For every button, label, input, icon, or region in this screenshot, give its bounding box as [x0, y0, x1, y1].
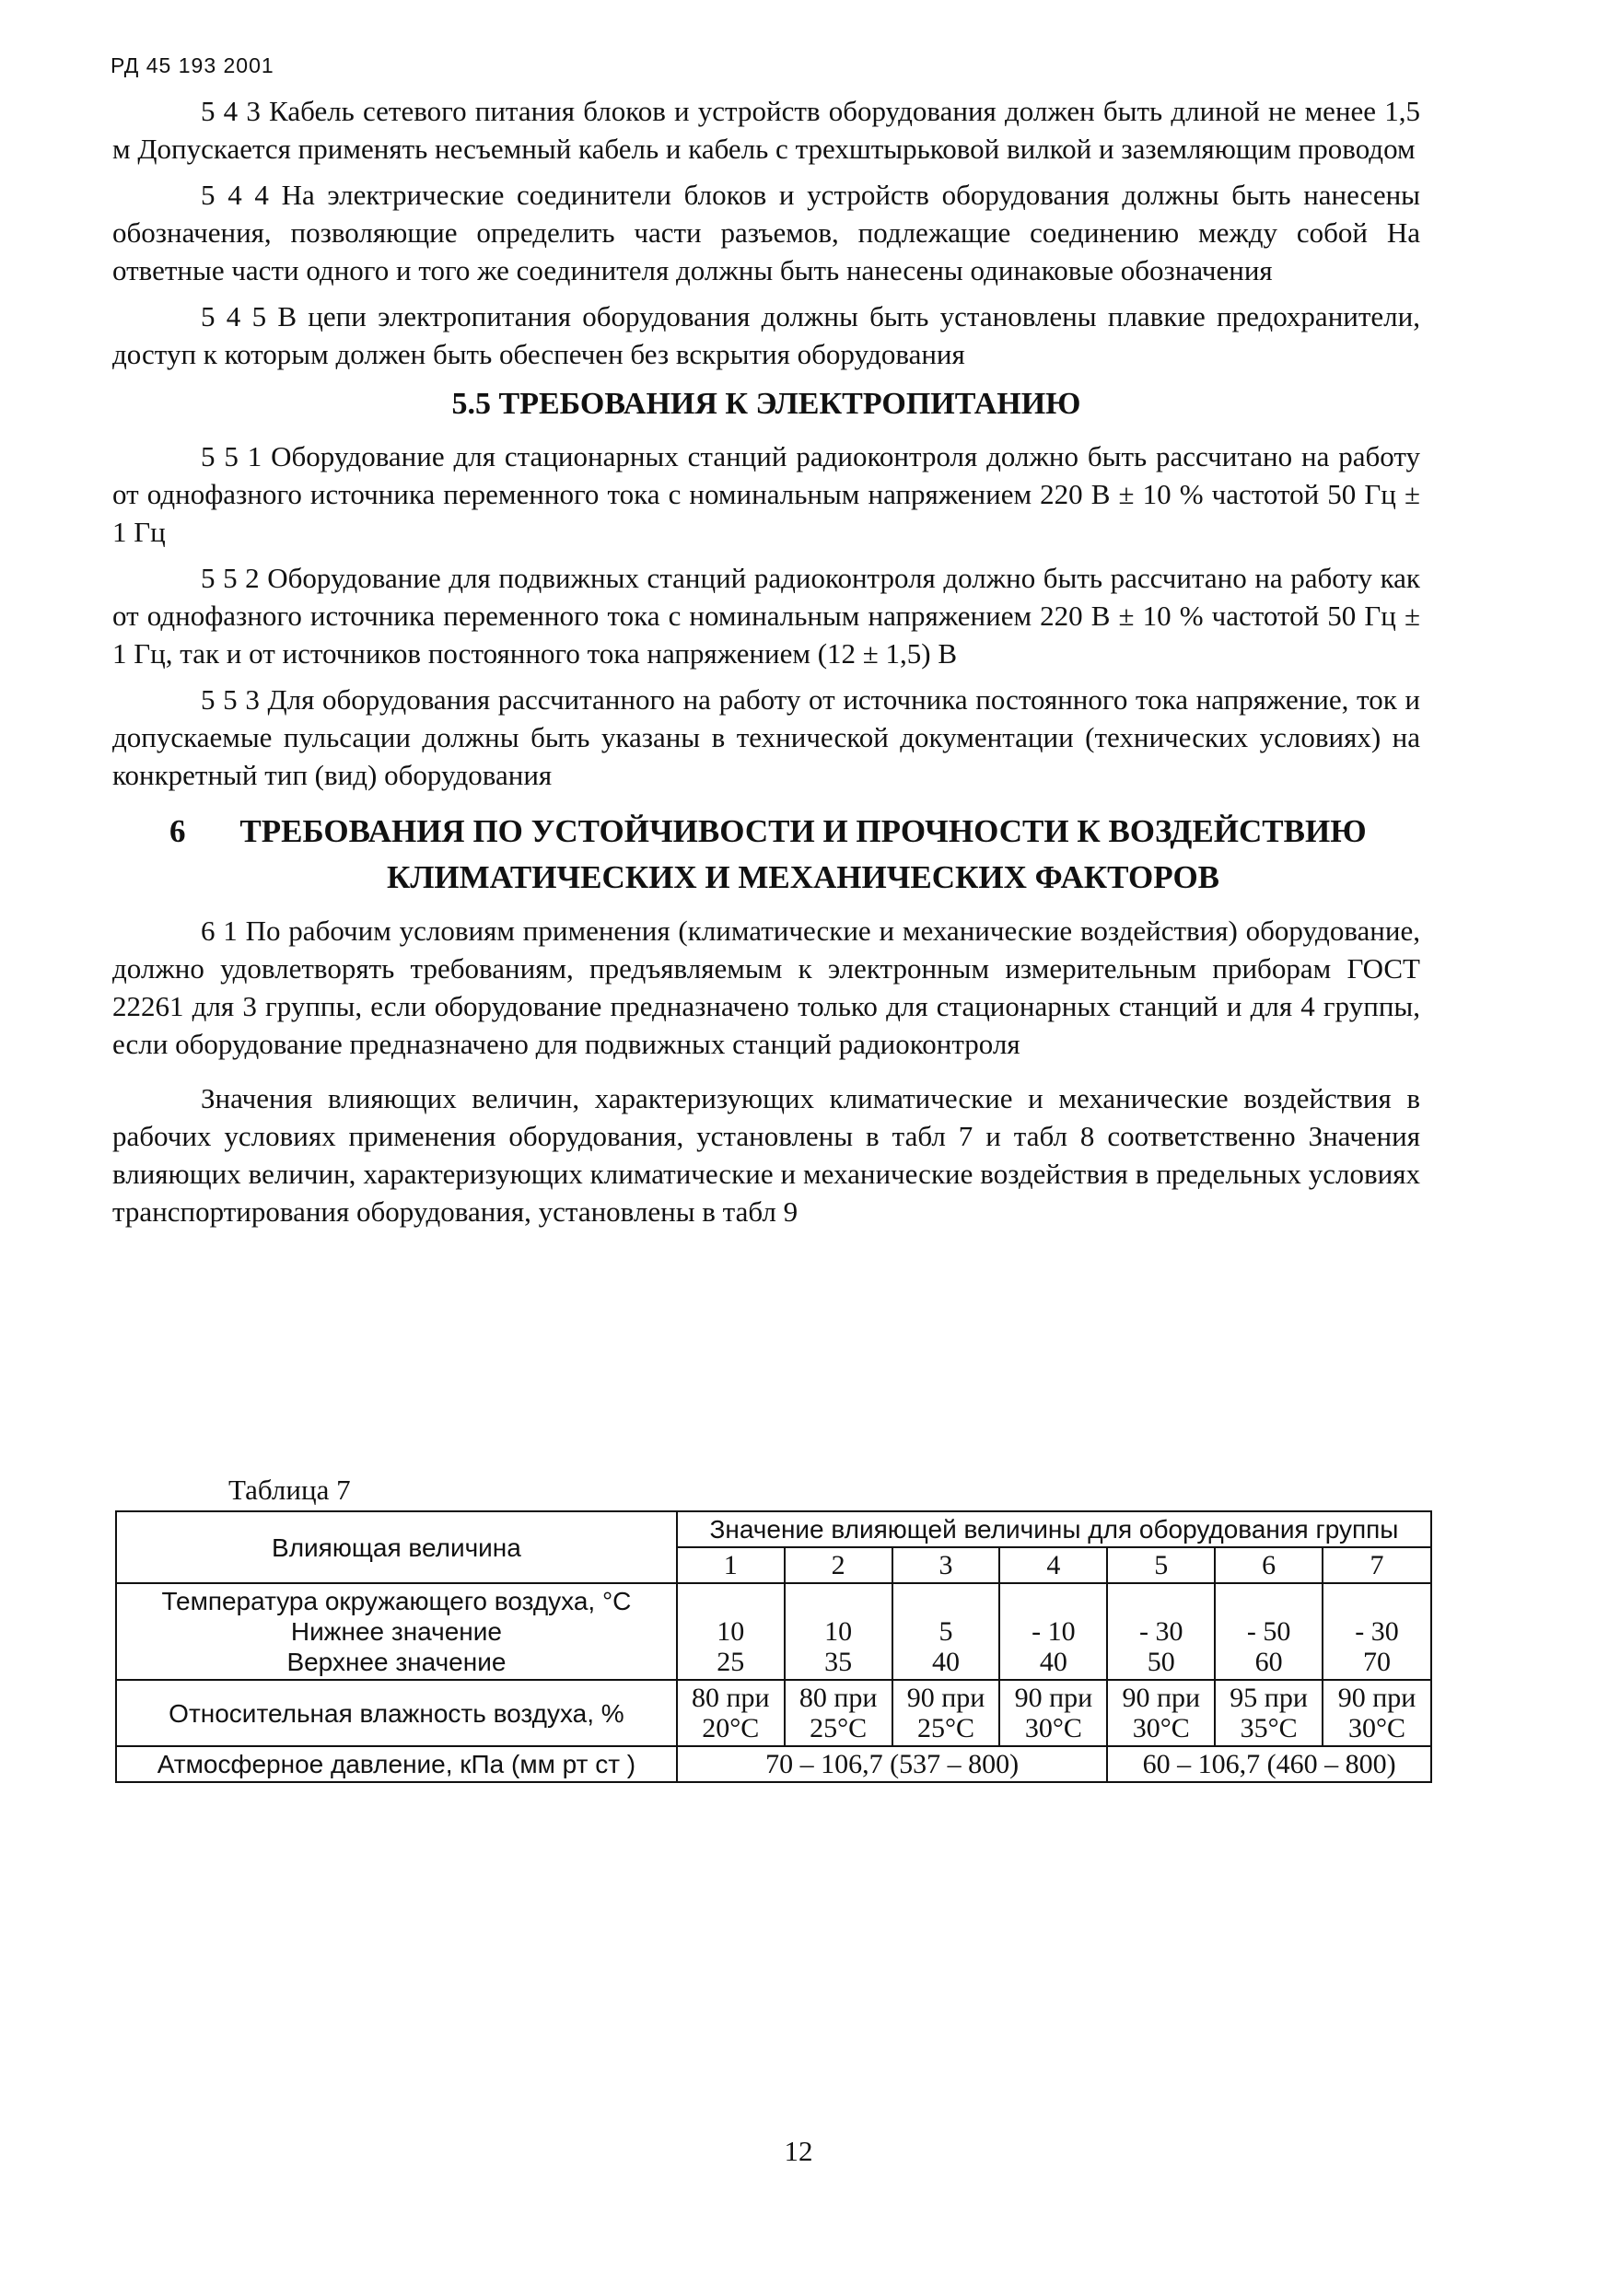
pressure-groups-1-4: 70 – 106,7 (537 – 800)	[677, 1746, 1107, 1782]
temperature-cell	[1323, 1583, 1431, 1680]
humidity-temp: 35°С	[1240, 1713, 1298, 1743]
temperature-upper: 35	[824, 1647, 853, 1677]
temperature-lower: 10	[824, 1616, 853, 1647]
table-row-pressure	[116, 1746, 1431, 1782]
table-7-caption: Таблица 7	[228, 1474, 351, 1506]
temperature-cell	[785, 1583, 892, 1680]
pressure-groups-5-7: 60 – 106,7 (460 – 800)	[1107, 1746, 1431, 1782]
temperature-upper: 40	[932, 1647, 961, 1677]
section-6-number: 6	[169, 813, 186, 849]
humidity-cell	[892, 1680, 1000, 1746]
temperature-lower: - 30	[1355, 1616, 1399, 1647]
humidity-percent: 90 при	[906, 1683, 985, 1713]
group-number: 7	[1323, 1547, 1431, 1583]
table-header-row	[116, 1511, 1431, 1547]
humidity-temp: 25°С	[810, 1713, 868, 1743]
section-6-title-line-1: ТРЕБОВАНИЯ ПО УСТОЙЧИВОСТИ И ПРОЧНОСТИ К ВОЗДЕЙСТВИЮ	[239, 813, 1367, 849]
humidity-percent: 95 при	[1230, 1683, 1308, 1713]
humidity-temp: 30°С	[1348, 1713, 1406, 1743]
temperature-lower: 10	[717, 1616, 745, 1647]
temperature-upper: 25	[717, 1647, 745, 1677]
temperature-cell	[892, 1583, 1000, 1680]
humidity-cell	[785, 1680, 892, 1746]
group-number: 3	[892, 1547, 1000, 1583]
section-6-title-line-2: КЛИМАТИЧЕСКИХ И МЕХАНИЧЕСКИХ ФАКТОРОВ	[386, 859, 1220, 895]
paragraph-6-1-values: Значения влияющих величин, характеризующих климатические и механические воздействия в рабочих условиях применения оборудования, установлены в табл 7 и табл 8 соответственно Значения влияющих величин, характеризующих климатические и механические воздействия в предельных условиях транспортирования оборудования, установлены в табл 9	[112, 1082, 1420, 1228]
group-number: 1	[677, 1547, 785, 1583]
temperature-upper: 40	[1039, 1647, 1067, 1677]
temperature-upper-label: Верхнее значение	[286, 1648, 507, 1676]
temperature-upper: 60	[1254, 1647, 1283, 1677]
humidity-percent: 90 при	[1122, 1683, 1201, 1713]
document-code: РД 45 193 2001	[111, 53, 274, 77]
humidity-cell	[677, 1680, 785, 1746]
page-number: 12	[784, 2135, 813, 2167]
temperature-lower: 5	[938, 1616, 953, 1647]
temperature-label: Температура окружающего воздуха, °С	[161, 1587, 632, 1615]
humidity-cell	[999, 1680, 1107, 1746]
temperature-lower: - 30	[1138, 1616, 1183, 1647]
humidity-percent: 80 при	[692, 1683, 770, 1713]
section-6-heading	[112, 809, 1420, 901]
humidity-temp: 25°С	[917, 1713, 975, 1743]
humidity-temp: 30°С	[1132, 1713, 1190, 1743]
group-number: 4	[999, 1547, 1107, 1583]
humidity-temp: 30°С	[1024, 1713, 1082, 1743]
temperature-lower: - 10	[1032, 1616, 1076, 1647]
humidity-percent: 80 при	[798, 1683, 878, 1713]
section-5-5-heading: 5.5 ТРЕБОВАНИЯ К ЭЛЕКТРОПИТАНИЮ	[451, 387, 1081, 421]
paragraph-6-1: 6 1 По рабочим условиям применения (климатические и механические воздействия) оборудование, должно удовлетворять требованиям, предъявляемым к электронным измерительным приборам ГОСТ 22261 для 3 группы, если оборудование предназначено только для стационарных станций и для 4 группы, если оборудование предназначено для подвижных станций радиоконтроля	[112, 915, 1420, 1060]
table-row-humidity	[116, 1680, 1431, 1746]
temperature-cell	[1215, 1583, 1323, 1680]
humidity-label: Относительная влажность воздуха, %	[116, 1680, 677, 1746]
temperature-cell	[999, 1583, 1107, 1680]
temperature-label-cell	[116, 1583, 677, 1680]
humidity-cell	[1215, 1680, 1323, 1746]
paragraph-5-4-4: 5 4 4 На электрические соединители блоков и устройств оборудования должны быть нанесены обозначения, позволяющие определить части разъемов, подлежащие соединению между собой На ответные части одного и того же соединителя должны быть нанесены одинаковые обозначения	[112, 179, 1420, 286]
paragraph-5-4-3: 5 4 3 Кабель сетевого питания блоков и устройств оборудования должен быть длиной не менее 1,5 м Допускается применять несъемный кабель и кабель с трехштырьковой вилкой и заземляющим проводом	[112, 95, 1420, 165]
table-7	[115, 1510, 1432, 1783]
paragraph-5-4-5: 5 4 5 В цепи электропитания оборудования должны быть установлены плавкие предохранители, доступ к которым должен быть обеспечен без вскрытия оборудования	[112, 300, 1420, 370]
humidity-temp: 20°С	[702, 1713, 760, 1743]
document-body	[112, 92, 1420, 1242]
temperature-cell	[677, 1583, 785, 1680]
group-number: 5	[1107, 1547, 1215, 1583]
temperature-lower: - 50	[1246, 1616, 1291, 1647]
paragraph-5-5-1: 5 5 1 Оборудование для стационарных станций радиоконтроля должно быть рассчитано на работу от однофазного источника переменного тока с номинальным напряжением 220 В ± 10 % частотой 50 Гц ± 1 Гц	[112, 440, 1420, 548]
group-number: 6	[1215, 1547, 1323, 1583]
pressure-label: Атмосферное давление, кПа (мм рт ст )	[116, 1746, 677, 1782]
humidity-percent: 90 при	[1337, 1683, 1416, 1713]
humidity-cell	[1107, 1680, 1215, 1746]
table-row-temperature	[116, 1583, 1431, 1680]
temperature-cell	[1107, 1583, 1215, 1680]
header-group-values: Значение влияющей величины для оборудования группы	[677, 1511, 1431, 1547]
temperature-upper: 70	[1363, 1647, 1392, 1677]
paragraph-5-5-3: 5 5 3 Для оборудования рассчитанного на работу от источника постоянного тока напряжение, ток и допускаемые пульсации должны быть указаны в технической документации (технических условиях) на конкретный тип (вид) оборудования	[112, 683, 1420, 791]
header-influencing-quantity: Влияющая величина	[116, 1511, 677, 1583]
humidity-cell	[1323, 1680, 1431, 1746]
group-number: 2	[785, 1547, 892, 1583]
paragraph-5-5-2: 5 5 2 Оборудование для подвижных станций радиоконтроля должно быть рассчитано на работу как от однофазного источника переменного тока с номинальным напряжением 220 В ± 10 % частотой 50 Гц ± 1 Гц, так и от источников постоянного тока напряжением (12 ± 1,5) В	[112, 562, 1420, 670]
temperature-upper: 50	[1147, 1647, 1175, 1677]
temperature-lower-label: Нижнее значение	[290, 1617, 502, 1646]
humidity-percent: 90 при	[1014, 1683, 1093, 1713]
